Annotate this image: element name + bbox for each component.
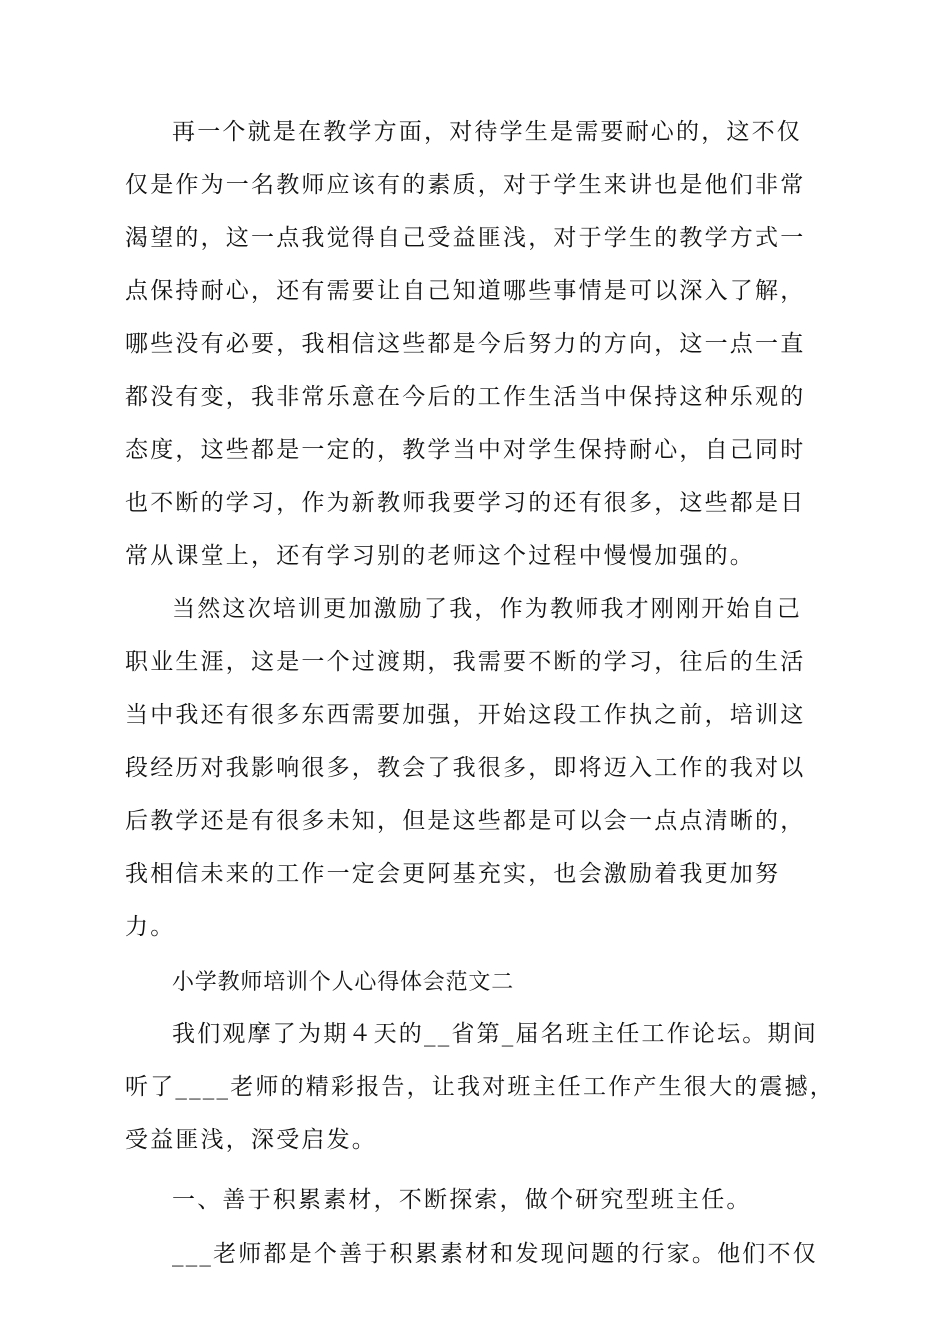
paragraph-line: 职业生涯，这是一个过渡期，我需要不断的学习，往后的生活 bbox=[125, 649, 806, 675]
paragraph-line: 后教学还是有很多未知，但是这些都是可以会一点点清晰的， bbox=[125, 808, 806, 834]
paragraph-line: 受益匪浅，深受启发。 bbox=[125, 1127, 377, 1153]
paragraph-line: 都没有变，我非常乐意在今后的工作生活当中保持这种乐观的 bbox=[125, 384, 806, 410]
paragraph-line: 当中我还有很多东西需要加强，开始这段工作执之前，培训这 bbox=[125, 702, 806, 728]
paragraph-line: 再一个就是在教学方面，对待学生是需要耐心的，这不仅 bbox=[172, 119, 802, 145]
paragraph-line: 当然这次培训更加激励了我，作为教师我才刚刚开始自己 bbox=[172, 596, 802, 622]
paragraph-line: 段经历对我影响很多，教会了我很多，即将迈入工作的我对以 bbox=[125, 755, 806, 781]
paragraph-line: 点保持耐心，还有需要让自己知道哪些事情是可以深入了解， bbox=[125, 278, 806, 304]
paragraph-line: 力。 bbox=[125, 914, 176, 940]
paragraph-line: 渴望的，这一点我觉得自己受益匪浅，对于学生的教学方式一 bbox=[125, 225, 806, 251]
paragraph-line: 也不断的学习，作为新教师我要学习的还有很多，这些都是日 bbox=[125, 490, 806, 516]
paragraph-line: 仅是作为一名教师应该有的素质，对于学生来讲也是他们非常 bbox=[125, 172, 806, 198]
subheading: 一、善于积累素材，不断探索，做个研究型班主任。 bbox=[172, 1187, 752, 1213]
paragraph-line: 我相信未来的工作一定会更阿基充实，也会激励着我更加努 bbox=[125, 861, 781, 887]
paragraph-line: 常从课堂上，还有学习别的老师这个过程中慢慢加强的。 bbox=[125, 543, 755, 569]
paragraph-line: ___老师都是个善于积累素材和发现问题的行家。他们不仅 bbox=[172, 1241, 818, 1267]
paragraph-line: 态度，这些都是一定的，教学当中对学生保持耐心，自己同时 bbox=[125, 437, 806, 463]
paragraph-line: 我们观摩了为期４天的__省第_届名班主任工作论坛。期间 bbox=[172, 1021, 818, 1047]
paragraph-line: 听了____老师的精彩报告，让我对班主任工作产生很大的震撼， bbox=[125, 1074, 835, 1100]
section-title: 小学教师培训个人心得体会范文二 bbox=[172, 970, 515, 995]
paragraph-line: 哪些没有必要，我相信这些都是今后努力的方向，这一点一直 bbox=[125, 331, 806, 357]
